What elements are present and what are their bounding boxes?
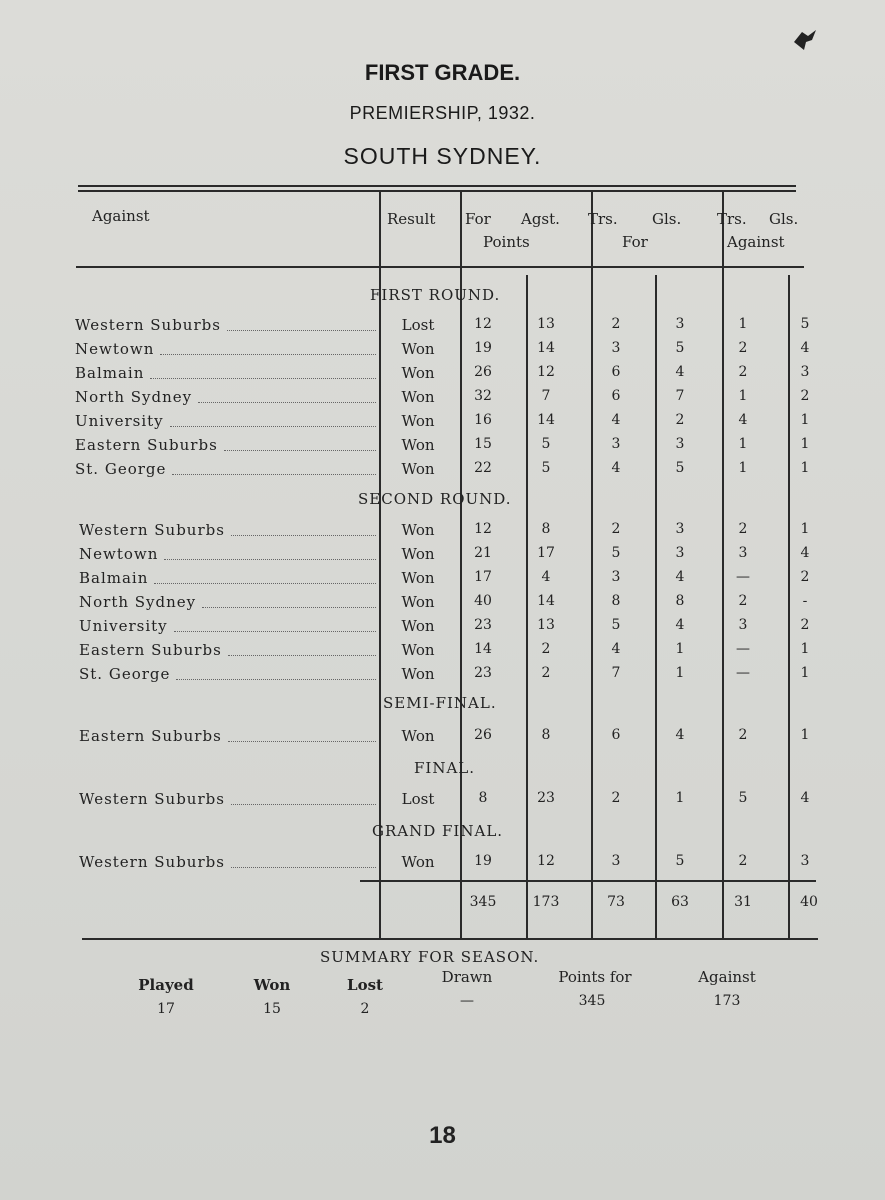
opponent-name: St. George [79, 665, 171, 683]
cell-tf: 3 [611, 340, 621, 356]
section-label: FINAL. [414, 759, 476, 777]
opponent-name: North Sydney [75, 388, 193, 406]
section-label: SEMI-FINAL. [383, 694, 497, 712]
match-result: Won [401, 521, 435, 539]
match-result: Won [401, 388, 435, 406]
cell-pa: 14 [537, 593, 555, 609]
bottom-rule [82, 938, 818, 940]
ink-mark [790, 28, 820, 54]
cell-pf: 32 [474, 388, 492, 404]
cell-pf: 15 [474, 436, 492, 452]
cell-pf: 26 [474, 364, 492, 380]
cell-ta: 2 [738, 727, 748, 743]
totals-rule [360, 880, 816, 882]
match-result: Won [401, 436, 435, 454]
dot-leader [172, 474, 376, 475]
cell-pf: 21 [474, 545, 492, 561]
dot-leader [150, 378, 376, 379]
page-subtitle: PREMIERSHIP, 1932. [349, 103, 536, 123]
cell-gf: 8 [675, 593, 685, 609]
cell-gf: 5 [675, 853, 685, 869]
table-row [0, 569, 885, 591]
cell-ga: 2 [800, 569, 810, 585]
cell-ta: 4 [738, 412, 748, 428]
summary-label: Against [698, 968, 756, 986]
cell-ta: — [736, 641, 750, 657]
dot-leader [231, 867, 376, 868]
total-tries-for: 73 [607, 894, 625, 910]
match-result: Won [401, 545, 435, 563]
match-result: Won [401, 727, 435, 745]
cell-pa: 12 [537, 364, 555, 380]
table-row [0, 460, 885, 482]
dot-leader [228, 655, 376, 656]
total-points-agst: 173 [532, 894, 560, 910]
cell-tf: 6 [611, 727, 621, 743]
opponent-name: Western Suburbs [79, 853, 225, 871]
match-result: Lost [401, 316, 435, 334]
cell-ta: 1 [738, 388, 748, 404]
cell-tf: 4 [611, 412, 621, 428]
cell-ga: 1 [800, 460, 810, 476]
cell-pf: 23 [474, 665, 492, 681]
section-label: SECOND ROUND. [358, 490, 512, 508]
header-gls-against: Gls. [769, 210, 799, 228]
cell-ga: 2 [800, 388, 810, 404]
header-points-for: For [465, 210, 491, 228]
cell-pa: 5 [541, 460, 551, 476]
cell-gf: 4 [675, 364, 685, 380]
opponent-name: Eastern Suburbs [79, 641, 222, 659]
match-result: Won [401, 412, 435, 430]
cell-pa: 13 [537, 316, 555, 332]
cell-gf: 1 [675, 665, 685, 681]
cell-tf: 2 [611, 316, 621, 332]
cell-tf: 4 [611, 460, 621, 476]
cell-ga: 4 [800, 545, 810, 561]
table-row [0, 665, 885, 687]
cell-pa: 14 [537, 340, 555, 356]
cell-pa: 4 [541, 569, 551, 585]
cell-gf: 3 [675, 521, 685, 537]
opponent-name: St. George [75, 460, 167, 478]
cell-ga: 1 [800, 412, 810, 428]
page-title: FIRST GRADE. [364, 60, 521, 85]
match-result: Won [401, 853, 435, 871]
total-points-for: 345 [469, 894, 497, 910]
cell-pf: 12 [474, 521, 492, 537]
opponent-name: Eastern Suburbs [79, 727, 222, 745]
table-row [0, 790, 885, 812]
dot-leader [170, 426, 376, 427]
cell-pa: 8 [541, 521, 551, 537]
dot-leader [228, 741, 376, 742]
cell-ta: 3 [738, 617, 748, 633]
cell-gf: 5 [675, 460, 685, 476]
cell-ga: 1 [800, 436, 810, 452]
dot-leader [224, 450, 376, 451]
dot-leader [164, 559, 376, 560]
summary-label: Lost [347, 976, 383, 994]
match-result: Won [401, 364, 435, 382]
summary-value: 345 [578, 993, 606, 1009]
cell-ga: 1 [800, 521, 810, 537]
header-rule [76, 266, 804, 268]
cell-ta: 5 [738, 790, 748, 806]
dot-leader [174, 631, 376, 632]
cell-ta: 1 [738, 316, 748, 332]
table-row [0, 593, 885, 615]
dot-leader [231, 804, 376, 805]
summary-value: 17 [157, 1001, 175, 1017]
opponent-name: Western Suburbs [79, 521, 225, 539]
cell-pa: 13 [537, 617, 555, 633]
cell-pa: 14 [537, 412, 555, 428]
cell-pf: 23 [474, 617, 492, 633]
summary-value: — [460, 993, 474, 1009]
header-points-agst: Agst. [521, 210, 560, 228]
total-goals-for: 63 [671, 894, 689, 910]
cell-tf: 2 [611, 521, 621, 537]
cell-pf: 14 [474, 641, 492, 657]
team-name: SOUTH SYDNEY. [343, 143, 542, 169]
match-result: Won [401, 617, 435, 635]
cell-pf: 19 [474, 853, 492, 869]
cell-ta: 1 [738, 460, 748, 476]
summary-label: Played [138, 976, 194, 994]
cell-pa: 7 [541, 388, 551, 404]
table-row [0, 388, 885, 410]
dot-leader [227, 330, 376, 331]
cell-ta: 2 [738, 593, 748, 609]
total-goals-against: 40 [800, 894, 818, 910]
dot-leader [154, 583, 376, 584]
cell-gf: 5 [675, 340, 685, 356]
cell-ga: 1 [800, 641, 810, 657]
opponent-name: University [75, 412, 164, 430]
match-result: Won [401, 340, 435, 358]
cell-gf: 3 [675, 436, 685, 452]
match-result: Won [401, 641, 435, 659]
dot-leader [231, 535, 376, 536]
totals-row [0, 894, 885, 916]
cell-gf: 4 [675, 727, 685, 743]
header-result: Result [387, 210, 436, 228]
cell-tf: 3 [611, 569, 621, 585]
cell-gf: 3 [675, 316, 685, 332]
table-row [0, 641, 885, 663]
match-result: Won [401, 593, 435, 611]
opponent-name: Western Suburbs [75, 316, 221, 334]
cell-gf: 1 [675, 790, 685, 806]
table-row [0, 617, 885, 639]
cell-ga: 2 [800, 617, 810, 633]
table-row [0, 436, 885, 458]
cell-pa: 2 [541, 665, 551, 681]
cell-pa: 5 [541, 436, 551, 452]
cell-tf: 3 [611, 436, 621, 452]
cell-pf: 22 [474, 460, 492, 476]
table-row [0, 316, 885, 338]
header-against: Against [92, 207, 150, 225]
cell-tf: 6 [611, 388, 621, 404]
header-points: Points [483, 233, 530, 251]
opponent-name: University [79, 617, 168, 635]
cell-gf: 7 [675, 388, 685, 404]
opponent-name: Newtown [79, 545, 159, 563]
cell-ga: - [802, 593, 808, 609]
cell-ga: 5 [800, 316, 810, 332]
cell-pa: 12 [537, 853, 555, 869]
cell-ta: — [736, 665, 750, 681]
cell-pf: 40 [474, 593, 492, 609]
cell-tf: 7 [611, 665, 621, 681]
opponent-name: Eastern Suburbs [75, 436, 218, 454]
cell-ta: 3 [738, 545, 748, 561]
cell-gf: 3 [675, 545, 685, 561]
table-row [0, 853, 885, 875]
header-against-2: Against [727, 233, 785, 251]
cell-ta: 1 [738, 436, 748, 452]
match-result: Won [401, 665, 435, 683]
header-gls-for: Gls. [652, 210, 682, 228]
dot-leader [198, 402, 376, 403]
cell-gf: 4 [675, 617, 685, 633]
match-result: Won [401, 460, 435, 478]
summary-label: Won [253, 976, 291, 994]
section-label: GRAND FINAL. [372, 822, 504, 840]
cell-pf: 19 [474, 340, 492, 356]
cell-pf: 17 [474, 569, 492, 585]
summary-value: 15 [263, 1001, 281, 1017]
opponent-name: Balmain [79, 569, 149, 587]
table-row [0, 340, 885, 362]
cell-gf: 1 [675, 641, 685, 657]
cell-tf: 4 [611, 641, 621, 657]
cell-ta: 2 [738, 340, 748, 356]
cell-ta: 2 [738, 853, 748, 869]
cell-pa: 8 [541, 727, 551, 743]
table-row [0, 521, 885, 543]
header-for: For [622, 233, 648, 251]
dot-leader [176, 679, 376, 680]
cell-ta: — [736, 569, 750, 585]
cell-ga: 1 [800, 665, 810, 681]
cell-pa: 17 [537, 545, 555, 561]
summary-label: Drawn [441, 968, 493, 986]
summary-value: 2 [360, 1001, 370, 1017]
cell-pf: 12 [474, 316, 492, 332]
opponent-name: Newtown [75, 340, 155, 358]
table-row [0, 545, 885, 567]
cell-pf: 8 [478, 790, 488, 806]
dot-leader [202, 607, 376, 608]
top-rule-2 [78, 190, 796, 192]
cell-gf: 4 [675, 569, 685, 585]
opponent-name: Western Suburbs [79, 790, 225, 808]
cell-tf: 2 [611, 790, 621, 806]
cell-pf: 26 [474, 727, 492, 743]
table-row [0, 727, 885, 749]
cell-pa: 2 [541, 641, 551, 657]
match-result: Lost [401, 790, 435, 808]
dot-leader [160, 354, 376, 355]
summary-value: 173 [713, 993, 741, 1009]
cell-tf: 8 [611, 593, 621, 609]
summary-label: Points for [558, 968, 632, 986]
opponent-name: North Sydney [79, 593, 197, 611]
header-trs-for: Trs. [588, 210, 618, 228]
cell-ga: 4 [800, 790, 810, 806]
cell-tf: 6 [611, 364, 621, 380]
section-label: FIRST ROUND. [370, 286, 501, 304]
cell-pf: 16 [474, 412, 492, 428]
cell-ga: 1 [800, 727, 810, 743]
opponent-name: Balmain [75, 364, 145, 382]
cell-tf: 5 [611, 545, 621, 561]
table-row [0, 412, 885, 434]
cell-ga: 4 [800, 340, 810, 356]
cell-tf: 5 [611, 617, 621, 633]
table-row [0, 364, 885, 386]
cell-ga: 3 [800, 853, 810, 869]
top-rule-1 [78, 185, 796, 187]
match-result: Won [401, 569, 435, 587]
cell-ta: 2 [738, 364, 748, 380]
summary-heading: SUMMARY FOR SEASON. [320, 948, 540, 966]
cell-pa: 23 [537, 790, 555, 806]
cell-tf: 3 [611, 853, 621, 869]
cell-ga: 3 [800, 364, 810, 380]
total-tries-against: 31 [734, 894, 752, 910]
cell-gf: 2 [675, 412, 685, 428]
header-trs-against: Trs. [717, 210, 747, 228]
page-number: 18 [429, 1122, 456, 1149]
cell-ta: 2 [738, 521, 748, 537]
